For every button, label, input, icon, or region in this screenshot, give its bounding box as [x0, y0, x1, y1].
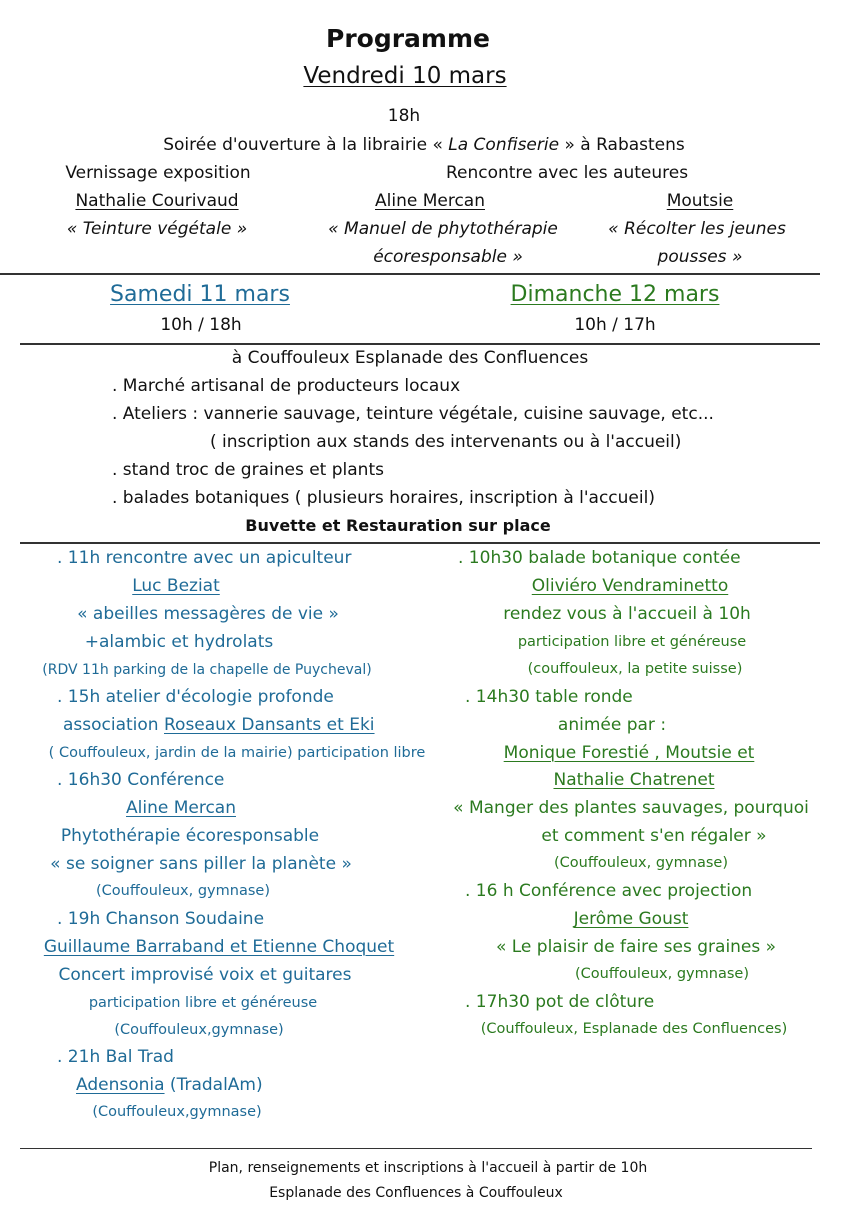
common-item: . Marché artisanal de producteurs locaux	[112, 376, 461, 396]
work-recolter-2: pousses »	[657, 247, 743, 267]
sat-event-location: (Couffouleux,gymnase)	[114, 1022, 284, 1038]
sat-link-adensonia[interactable]: Adensonia	[76, 1075, 165, 1095]
author-nathalie[interactable]: Nathalie Courivaud	[75, 191, 239, 211]
sun-speaker-oliviero[interactable]: Oliviéro Vendraminetto	[531, 576, 729, 596]
divider	[20, 542, 820, 544]
opening-venue: La Confiserie	[448, 135, 560, 155]
saturday-heading: Samedi 11 mars	[110, 282, 290, 307]
author-moutsie[interactable]: Moutsie	[666, 191, 734, 211]
footer-line-1: Plan, renseignements et inscriptions à l'accueil à partir de 10h	[208, 1160, 648, 1176]
sat-event-detail: +alambic et hydrolats	[84, 632, 274, 652]
sun-event-title: « Le plaisir de faire ses graines »	[495, 937, 777, 957]
work-manuel-1: « Manuel de phytothérapie	[328, 219, 558, 239]
opening-line: Soirée d'ouverture à la librairie « La Confiserie » à Rabastens	[163, 135, 685, 155]
work-manuel-2: écoresponsable »	[373, 247, 523, 267]
buvette-label: Buvette et Restauration sur place	[245, 516, 551, 535]
saturday-time: 10h / 18h	[160, 315, 242, 335]
sat-speaker-aline[interactable]: Aline Mercan	[126, 798, 236, 818]
common-item: . balades botaniques ( plusieurs horaires, inscription à l'accueil)	[112, 488, 655, 508]
footer-divider	[20, 1148, 812, 1149]
sat-speaker-luc[interactable]: Luc Beziat	[132, 576, 220, 596]
sun-event-title: « Manger des plantes sauvages, pourquoi	[453, 798, 809, 818]
sun-event-balade: . 10h30 balade botanique contée	[458, 548, 741, 568]
common-item-note: ( inscription aux stands des intervenants ou à l'accueil)	[210, 432, 682, 452]
sat-event-note: participation libre et généreuse	[88, 995, 318, 1011]
sat-event-location: (Couffouleux,gymnase)	[92, 1104, 262, 1120]
sat-event-atelier: . 15h atelier d'écologie profonde	[57, 687, 334, 707]
common-item: . Ateliers : vannerie sauvage, teinture végétale, cuisine sauvage, etc...	[112, 404, 714, 424]
sat-event-title: Phytothérapie écoresponsable	[60, 826, 320, 846]
sat-event-chanson: . 19h Chanson Soudaine	[57, 909, 265, 929]
work-teinture: « Teinture végétale »	[66, 219, 248, 239]
sun-event-title: et comment s'en régaler »	[541, 826, 767, 846]
divider	[0, 273, 820, 275]
sun-event-conference: . 16 h Conférence avec projection	[465, 881, 753, 901]
common-item: . stand troc de graines et plants	[112, 460, 384, 480]
sat-event-apiculteur: . 11h rencontre avec un apiculteur	[57, 548, 352, 568]
sat-event-title: « se soigner sans piller la planète »	[50, 854, 352, 874]
sun-event-detail: animée par :	[557, 715, 667, 735]
sat-event-band: Adensonia (TradalAm)	[76, 1075, 263, 1095]
sun-event-location: (Couffouleux, Esplanade des Confluences)	[480, 1021, 788, 1037]
sun-event-location: (Couffouleux, gymnase)	[554, 855, 728, 871]
footer-line-2: Esplanade des Confluences à Couffouleux	[269, 1185, 563, 1201]
sunday-time: 10h / 17h	[574, 315, 656, 335]
sunday-heading: Dimanche 12 mars	[510, 282, 720, 307]
sat-speaker-guillaume[interactable]: Guillaume Barraband et Etienne Choquet	[43, 937, 395, 957]
sun-event-location: (couffouleux, la petite suisse)	[527, 661, 743, 677]
sun-speaker-jerome[interactable]: Jerôme Goust	[573, 909, 689, 929]
rencontre-label: Rencontre avec les auteures	[445, 163, 689, 183]
sat-link-roseaux[interactable]: Roseaux Dansants et Eki	[164, 715, 375, 735]
sat-event-title: Concert improvisé voix et guitares	[58, 965, 352, 985]
vernissage-label: Vernissage exposition	[65, 163, 251, 183]
sun-event-pot: . 17h30 pot de clôture	[465, 992, 655, 1012]
sat-event-bal: . 21h Bal Trad	[57, 1047, 174, 1067]
sat-event-location: (Couffouleux, gymnase)	[96, 883, 270, 899]
friday-time: 18h	[387, 106, 421, 126]
page-title: Programme	[326, 24, 490, 53]
author-aline[interactable]: Aline Mercan	[375, 191, 485, 211]
divider	[20, 343, 820, 345]
sun-event-note: participation libre et généreuse	[517, 634, 747, 650]
work-recolter-1: « Récolter les jeunes	[608, 219, 786, 239]
sun-event-table-ronde: . 14h30 table ronde	[465, 687, 633, 707]
sat-event-association: association Roseaux Dansants et Eki	[63, 715, 375, 735]
sat-event-title: « abeilles messagères de vie »	[77, 604, 339, 624]
sat-event-conference: . 16h30 Conférence	[57, 770, 225, 790]
common-location: à Couffouleux Esplanade des Confluences	[231, 348, 589, 368]
sun-speaker-nathalie[interactable]: Nathalie Chatrenet	[553, 770, 715, 790]
friday-heading: Vendredi 10 mars	[303, 63, 507, 89]
sun-speakers[interactable]: Monique Forestié , Moutsie et	[503, 743, 755, 763]
sun-event-detail: rendez vous à l'accueil à 10h	[503, 604, 751, 624]
sat-event-location: (RDV 11h parking de la chapelle de Puycheval)	[42, 662, 372, 678]
sat-event-location: ( Couffouleux, jardin de la mairie) participation libre	[48, 745, 426, 761]
sun-event-location: (Couffouleux, gymnase)	[575, 966, 749, 982]
